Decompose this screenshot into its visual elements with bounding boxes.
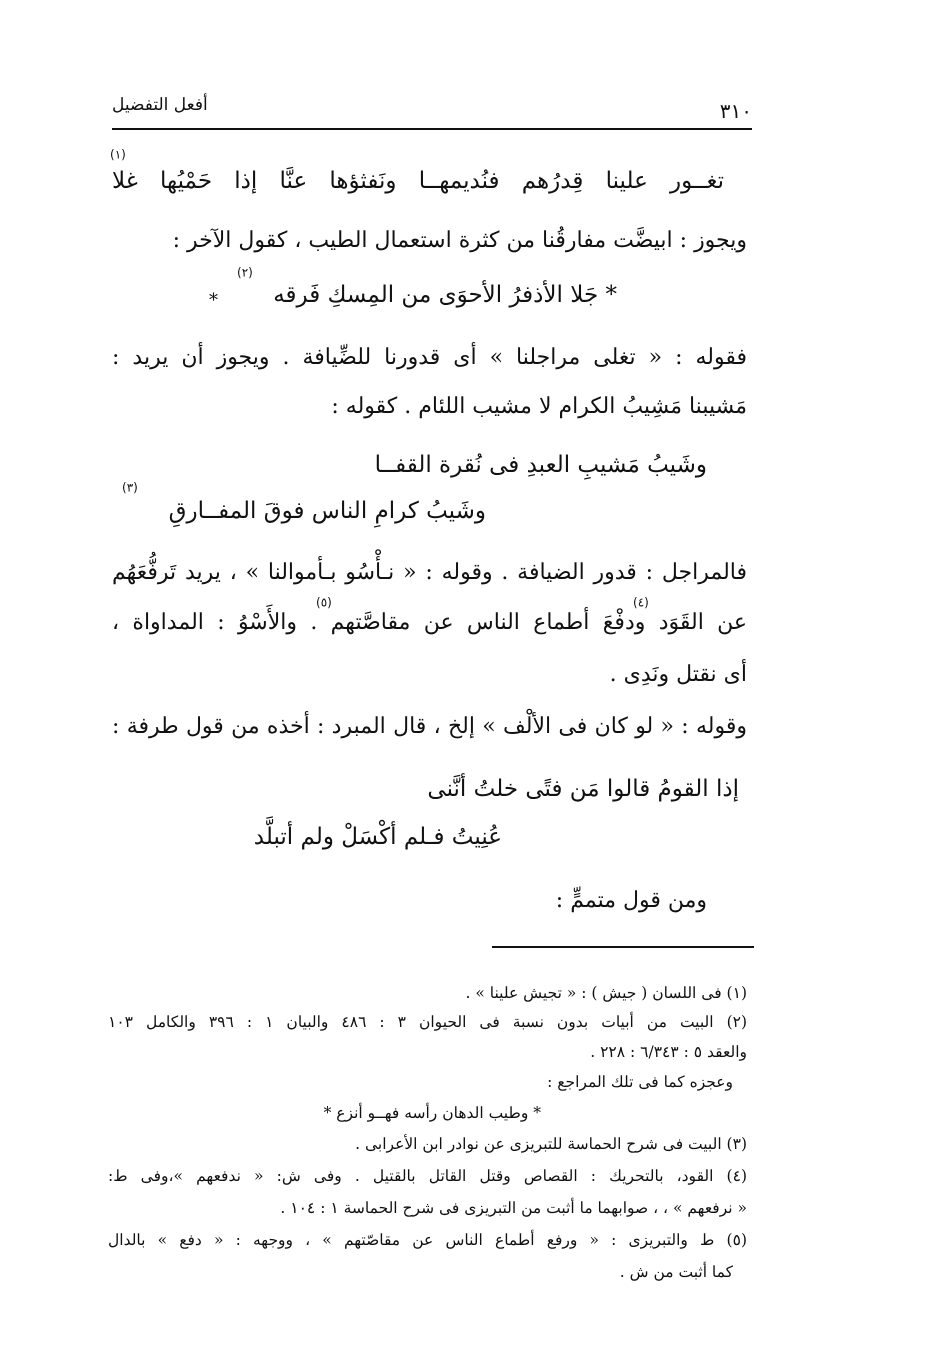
paragraph-line-3: مَشيبنا مَشِيبُ الكرام لا مشيب اللئام . كقوله : (331, 394, 747, 419)
footnote-rule (492, 946, 754, 948)
footnote-3: (٣) البيت فى شرح الحماسة للتبريزى عن نوادر ابن الأعرابى . (355, 1135, 747, 1153)
paragraph-line-4: فالمراجل : قدور الضيافة . وقوله : « نـأْسُو بـأموالنا » ، يريد تَرفُّعَهُم (112, 560, 747, 585)
paragraph-line-1: ويجوز : ابيضَّت مفارقُنا من كثرة استعمال الطيب ، كقول الآخر : (172, 228, 747, 253)
verse-star: * (209, 290, 218, 311)
header-rule (112, 128, 752, 130)
verse-line-4: وشَيبُ كرامِ الناس فوقَ المفــارقِ (168, 498, 486, 524)
footnote-2c: وعجزه كما فى تلك المراجع : (547, 1073, 733, 1091)
verse-line-5: إذا القومُ قالوا مَن فتًى خلتُ أنَّنى (427, 776, 739, 802)
verse-line-6: عُنِيتُ فـلم أكْسَلْ ولم أتبلَّد (253, 824, 502, 850)
footnote-1: (١) فى اللسان ( جيش ) : « تجيش علينا » . (465, 984, 747, 1002)
footnote-ref-2: (٢) (237, 265, 253, 280)
footnote-ref-5: (٥) (316, 595, 332, 610)
footnote-ref-4: (٤) (633, 595, 649, 610)
verse-line-3: وشَيبُ مَشيبِ العبدِ فى نُقرة القفــا (374, 452, 707, 478)
footnote-5a: (٥) ط والتبريزى : « ورفع أطماع الناس عن مقاصّتهم » ، ووجهه : « دفع » بالدال (108, 1231, 747, 1249)
footnote-2b: والعقد ٥ : ٦/٣٤٣ : ٢٢٨ . (590, 1043, 747, 1061)
footnote-4b: « نرفعهم » ، ، صوابهما ما أثبت من التبريزى فى شرح الحماسة ١ : ١٠٤ . (280, 1199, 747, 1217)
page-number: ٣١٠ (719, 99, 752, 123)
paragraph-line-6: أى نقتل ونَدِى . (609, 662, 747, 687)
paragraph-line-5: عن القَوَد ودفْعَ أطماع الناس عن مقاصَّتهم . والأَسْوُ : المداواة ، (112, 610, 747, 635)
running-header-title: أفعل التفضيل (112, 95, 208, 115)
paragraph-line-8: ومن قول متممٍّ : (555, 888, 707, 913)
footnote-4a: (٤) القود، بالتحريك : القصاص وقتل القاتل بالقتيل . وفى ش: « ندفعهم »،وفى ط: (108, 1167, 747, 1185)
footnote-5b: كما أثبت من ش . (619, 1263, 733, 1281)
verse-line-2: * جَلا الأذفرُ الأحوَى من المِسكِ فَرقه (273, 282, 617, 308)
footnote-2d: * وطيب الدهان رأسه فهــو أنزع * (323, 1104, 541, 1122)
footnote-ref-1: (١) (110, 147, 126, 162)
footnote-2a: (٢) البيت من أبيات بدون نسبة فى الحيوان ٣ : ٤٨٦ والبيان ١ : ٣٩٦ والكامل ١٠٣ (108, 1013, 748, 1031)
footnote-ref-3: (٣) (122, 480, 138, 495)
paragraph-line-7: وقوله : « لو كان فى الألْف » إلخ ، قال المبرد : أخذه من قول طرفة : (112, 714, 747, 739)
paragraph-line-2: فقوله : « تغلى مراجلنا » أى قدورنا للضِّيافة . ويجوز أن يريد : (112, 345, 747, 370)
verse-line-1: تغــور علينا قِدرُهم فنُديمهــا ونَفثؤها عنَّا إذا حَمْيُها غلا (112, 168, 724, 194)
